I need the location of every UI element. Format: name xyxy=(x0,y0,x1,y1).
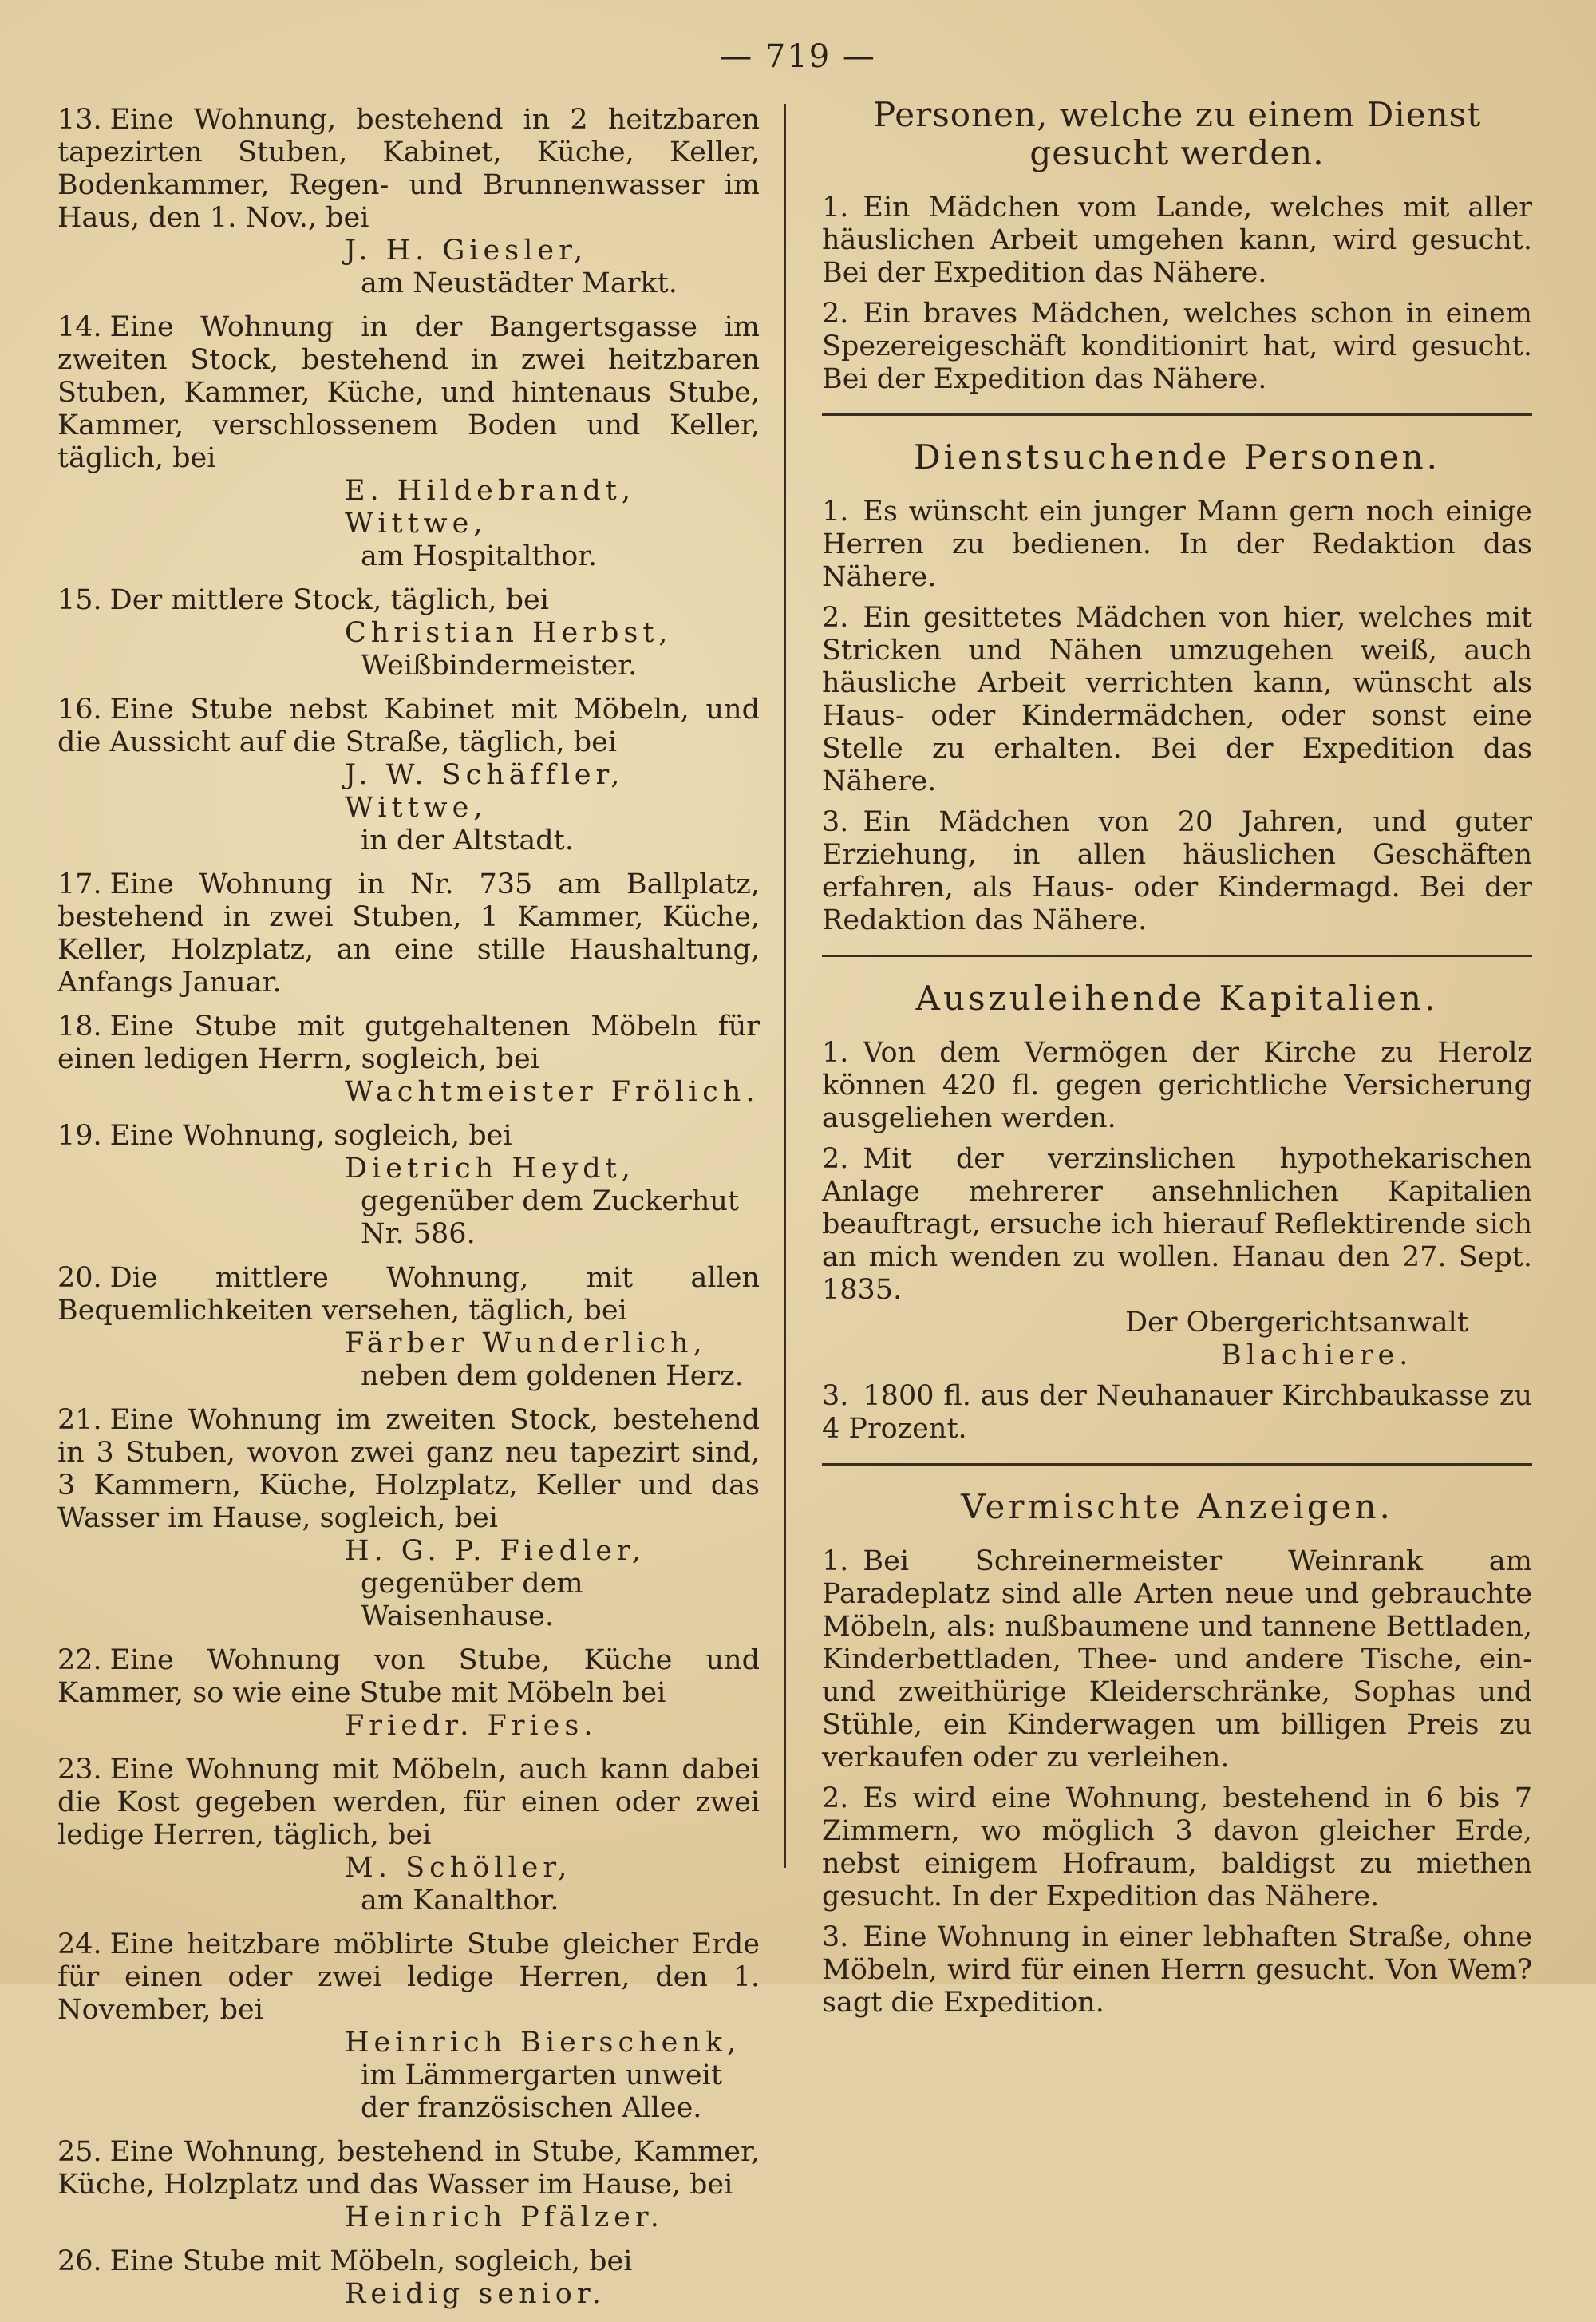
notice-text: Es wird eine Wohnung, bestehend in 6 bis 7 Zimmern, wo möglich 3 davon gleicher Erde, nebst einigem Hofraum, baldigst zu miethen gesucht. In der Expedition das Nähere. xyxy=(822,1782,1532,1913)
listing-location: im Lämmergarten unweit der französischen Allee. xyxy=(361,2059,722,2124)
listing-text: Eine Wohnung, bestehend in 2 heitzbaren tapezirten Stuben, Kabinet, Küche, Keller, Bodenkammer, Regen- und Brunnenwasser im Haus, den 1. Nov., bei xyxy=(57,104,760,234)
section-title: Personen, welche zu einem Dienst gesucht werden. xyxy=(872,95,1482,172)
page-number: — 719 — xyxy=(720,38,876,75)
listing-number: 17. xyxy=(57,868,102,900)
listing-text: Die mittlere Wohnung, mit allen Bequemlichkeiten versehen, täglich, bei xyxy=(57,1262,760,1327)
listing-location: am Neustädter Markt. xyxy=(361,267,678,299)
listing-location: in der Altstadt. xyxy=(361,825,574,856)
left-column-apartments xyxy=(57,104,760,2322)
notice-text: Ein Mädchen von 20 Jahren, und guter Erziehung, in allen häuslichen Geschäften erfahren, als Haus- oder Kindermagd. Bei der Redaktion das Nähere. xyxy=(822,806,1532,936)
listing-text: Eine heitzbare möblirte Stube gleicher Erde für einen oder zwei ledige Herren, den 1. November, bei xyxy=(57,1928,760,2026)
apartment-listing xyxy=(57,584,760,682)
listing-number: 18. xyxy=(57,1011,102,1042)
listing-text: Eine Wohnung in der Bangertsgasse im zweiten Stock, bestehend in zwei heitzbaren Stuben, Kammer, Küche, und hintenaus Stube, Kammer, verschlossenem Boden und Keller, täglich, bei xyxy=(57,311,760,474)
listing-number: 26. xyxy=(57,2245,102,2277)
section-rule xyxy=(822,955,1532,957)
listing-text: Eine Stube mit Möbeln, sogleich, bei xyxy=(109,2245,633,2277)
listing-contact-name: M. Schöller, xyxy=(345,1852,572,1884)
apartment-listing xyxy=(57,1644,760,1742)
apartment-listing xyxy=(57,2245,760,2311)
notice-entry xyxy=(822,1380,1532,1446)
listing-location: gegenüber dem Waisenhause. xyxy=(361,1568,583,1632)
notice-entry xyxy=(822,298,1532,396)
notice-entry xyxy=(822,496,1532,594)
notice-signature-title: Der Obergerichtsanwalt xyxy=(1125,1307,1468,1339)
notice-entry xyxy=(822,1545,1532,1774)
listing-contact-name: Heinrich Bierschenk, xyxy=(345,2027,741,2059)
section-title: Auszuleihende Kapitalien. xyxy=(915,979,1439,1018)
notice-entry xyxy=(822,1143,1532,1372)
listing-contact-name: Reidig senior. xyxy=(345,2278,606,2310)
apartment-listing xyxy=(57,1928,760,2125)
listing-text: Eine Stube nebst Kabinet mit Möbeln, und die Aussicht auf die Straße, täglich, bei xyxy=(57,694,760,758)
listing-location: am Kanalthor. xyxy=(361,1885,559,1917)
listing-number: 24. xyxy=(57,1928,102,1960)
notice-number: 1. xyxy=(822,1545,849,1577)
listing-number: 21. xyxy=(57,1404,102,1436)
listing-contact-name: Heinrich Pfälzer. xyxy=(345,2201,664,2233)
notice-entry xyxy=(822,1782,1532,1913)
notice-text: 1800 fl. aus der Neuhanauer Kirchbaukasse zu 4 Prozent. xyxy=(822,1380,1532,1445)
notice-text: Mit der verzinslichen hypothekarischen Anlage mehrerer ansehnlichen Kapitalien beauftragt, ersuche ich hierauf Reflektirende sich an mich wenden zu wollen. Hanau den 27. Sept. 1835. xyxy=(822,1143,1532,1306)
section-title: Dienstsuchende Personen. xyxy=(913,437,1441,477)
notice-entry xyxy=(822,602,1532,798)
notice-number: 3. xyxy=(822,1921,849,1953)
listing-location: Weißbindermeister. xyxy=(361,650,638,682)
notice-entry xyxy=(822,1037,1532,1135)
listing-text: Eine Wohnung, sogleich, bei xyxy=(109,1120,512,1152)
notice-number: 3. xyxy=(822,1380,849,1412)
listing-contact-name: J. W. Schäffler, Wittwe, xyxy=(345,759,625,824)
listing-text: Eine Wohnung mit Möbeln, auch kann dabei die Kost gegeben werden, für einen oder zwei ledige Herren, täglich, bei xyxy=(57,1754,760,1851)
right-column-notices xyxy=(822,96,1532,2027)
notice-number: 1. xyxy=(822,1037,849,1069)
notice-number: 2. xyxy=(822,602,849,634)
apartment-listing xyxy=(57,311,760,573)
notice-signature-name: Blachiere. xyxy=(1221,1339,1413,1371)
notice-text: Ein gesittetes Mädchen von hier, welches mit Stricken und Nähen umzugehen weiß, auch häusliche Arbeit verrichten kann, wünscht als Haus- oder Kindermädchen, oder sonst eine Stelle zu erhalten. Bei der Expedition das Nähere. xyxy=(822,602,1532,797)
listing-contact-name: Färber Wunderlich, xyxy=(345,1327,707,1359)
notice-number: 2. xyxy=(822,1782,849,1814)
apartment-listing xyxy=(57,1120,760,1251)
listing-contact-name: Christian Herbst, xyxy=(345,617,673,649)
section-title: Vermischte Anzeigen. xyxy=(961,1487,1393,1526)
listing-text: Eine Wohnung im zweiten Stock, bestehend in 3 Stuben, wovon zwei ganz neu tapezirt sind, 3 Kammern, Küche, Holzplatz, Keller und das Wasser im Hause, sogleich, bei xyxy=(57,1404,760,1534)
notice-text: Es wünscht ein junger Mann gern noch einige Herren zu bedienen. In der Redaktion das Nähere. xyxy=(822,496,1532,593)
listing-number: 20. xyxy=(57,1262,102,1294)
listing-text: Eine Wohnung in Nr. 735 am Ballplatz, bestehend in zwei Stuben, 1 Kammer, Küche, Keller, Holzplatz, an eine stille Haushaltung, Anfangs Januar. xyxy=(57,868,760,999)
listing-location: neben dem goldenen Herz. xyxy=(361,1360,744,1392)
listing-contact-name: H. G. P. Fiedler, xyxy=(345,1535,646,1567)
apartment-listing xyxy=(57,1404,760,1633)
notice-text: Ein Mädchen vom Lande, welches mit aller häuslichen Arbeit umgehen kann, wird gesucht. Bei der Expedition das Nähere. xyxy=(822,192,1532,289)
notice-number: 1. xyxy=(822,496,849,528)
listing-contact-name: Friedr. Fries. xyxy=(345,1710,598,1742)
listing-location: gegenüber dem Zuckerhut Nr. 586. xyxy=(361,1185,739,1250)
apartment-listing xyxy=(57,1011,760,1109)
notice-text: Bei Schreinermeister Weinrank am Paradeplatz sind alle Arten neue und gebrauchte Möbeln, als: nußbaumene und tannene Bettladen, Kinderbettladen, Thee- und andere Tische, ein- und zweithürige Kleiderschränke, Sophas und Stühle, ein Kinderwagen um billigen Preis zu verkaufen oder zu verleihen. xyxy=(822,1545,1532,1774)
notice-number: 3. xyxy=(822,806,849,838)
apartment-listing xyxy=(57,104,760,300)
listing-location: am Hospitalthor. xyxy=(361,540,598,572)
listing-number: 16. xyxy=(57,694,102,726)
listing-contact-name: Dietrich Heydt, xyxy=(345,1153,635,1185)
notice-number: 1. xyxy=(822,192,849,223)
listing-text: Eine Wohnung, bestehend in Stube, Kammer, Küche, Holzplatz und das Wasser im Hause, bei xyxy=(57,2136,760,2201)
section-rule xyxy=(822,413,1532,416)
notice-number: 2. xyxy=(822,1143,849,1175)
notice-text: Eine Wohnung in einer lebhaften Straße, ohne Möbeln, wird für einen Herrn gesucht. Von Wem? sagt die Expedition. xyxy=(822,1921,1532,2019)
apartment-listing xyxy=(57,694,760,857)
notice-text: Ein braves Mädchen, welches schon in einem Spezereigeschäft konditionirt hat, wird gesucht. Bei der Expedition das Nähere. xyxy=(822,298,1532,395)
listing-contact-name: J. H. Giesler, xyxy=(345,235,588,267)
notice-entry xyxy=(822,806,1532,937)
listing-number: 23. xyxy=(57,1754,102,1786)
column-divider xyxy=(784,104,786,1868)
listing-number: 14. xyxy=(57,311,102,343)
apartment-listing xyxy=(57,1262,760,1393)
notice-text: Von dem Vermögen der Kirche zu Herolz können 420 fl. gegen gerichtliche Versicherung ausgeliehen werden. xyxy=(822,1037,1532,1134)
listing-number: 19. xyxy=(57,1120,102,1152)
notice-number: 2. xyxy=(822,298,849,330)
notice-entry xyxy=(822,1921,1532,2019)
listing-text: Der mittlere Stock, täglich, bei xyxy=(109,584,549,616)
listing-text: Eine Wohnung von Stube, Küche und Kammer, so wie eine Stube mit Möbeln bei xyxy=(57,1644,760,1709)
listing-contact-name: Wachtmeister Frölich. xyxy=(345,1076,760,1108)
listing-number: 25. xyxy=(57,2136,102,2168)
listing-text: Eine Stube mit gutgehaltenen Möbeln für einen ledigen Herrn, sogleich, bei xyxy=(57,1011,760,1075)
listing-number: 13. xyxy=(57,104,102,136)
apartment-listing xyxy=(57,868,760,999)
section-rule xyxy=(822,1463,1532,1466)
notice-entry xyxy=(822,192,1532,290)
apartment-listing xyxy=(57,2136,760,2234)
listing-contact-name: E. Hildebrandt, Wittwe, xyxy=(345,475,635,540)
listing-number: 15. xyxy=(57,584,102,616)
apartment-listing xyxy=(57,1754,760,1917)
listing-number: 22. xyxy=(57,1644,102,1676)
